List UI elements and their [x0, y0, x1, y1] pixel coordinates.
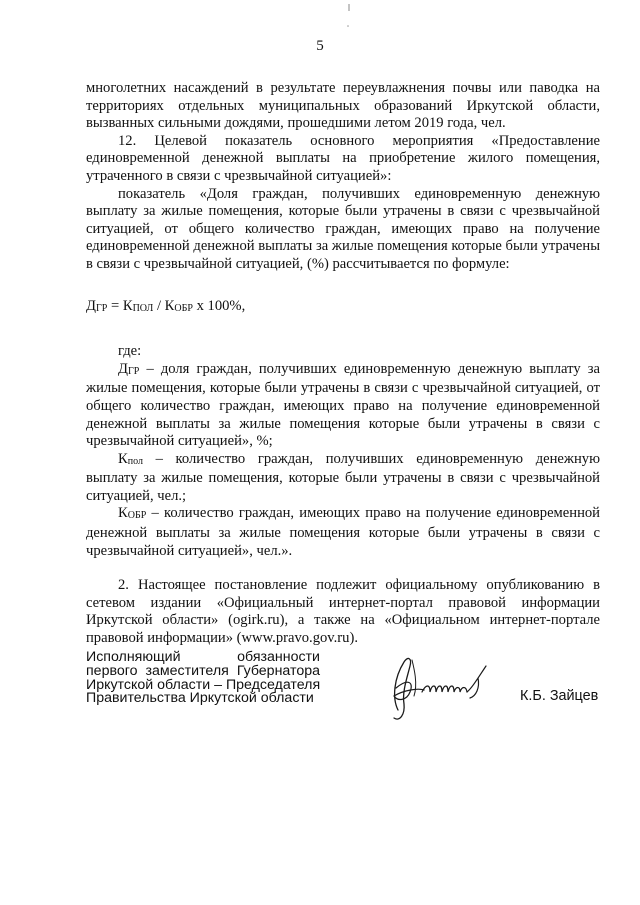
formula-k1: К: [122, 297, 133, 314]
scan-speck-dot: [346, 24, 350, 28]
definition-kobr: [86, 505, 600, 560]
handwritten-signature-icon: [374, 648, 504, 728]
definition-kpol-text: – количество граждан, получивших единовременную денежную выплату за жилые помещения, которые были утрачены в связи с чрезвычайной ситуацией, чел.;: [86, 450, 600, 504]
formula-d-sub: ГР: [95, 302, 108, 314]
signatory-title: [86, 651, 320, 706]
scan-speck-top: [346, 4, 352, 12]
signatory-line-2: первого заместителя Губернатора: [86, 662, 320, 679]
where-label: где:: [118, 343, 142, 360]
symbol-kpol-sub: пол: [127, 455, 143, 467]
definition-dgr-text: – доля граждан, получивших единовременную денежную выплату за жилые помещения, которые были утрачены в связи с чрезвычайной ситуацией, от общего количество граждан, имеющих право на получение единовременной денежной выплаты за жилые помещения которые были утрачены в связи с чрезвычайной ситуацией», %;: [86, 360, 600, 450]
formula-d: Д: [86, 297, 96, 314]
formula-div: /: [153, 297, 165, 314]
definition-dgr: [86, 361, 600, 451]
page-number: 5: [316, 38, 324, 54]
signatory-line-3: Иркутской области – Председателя: [86, 676, 321, 693]
symbol-d: Д: [118, 360, 128, 377]
symbol-kobr-sub: ОБР: [127, 510, 147, 522]
document-body: [86, 80, 600, 648]
formula: [86, 298, 600, 318]
symbol-d-sub: ГР: [127, 365, 140, 377]
formula-k2-sub: ОБР: [174, 302, 193, 314]
paragraph-publication: 2. Настоящее постановление подлежит официальному опубликованию в сетевом издании «Официальный интернет-портал правовой информации Иркутской области» (ogirk.ru), а также на «Официальном интернет-портале правовой информации» (www.pravo.gov.ru).: [86, 577, 600, 647]
formula-eq: =: [107, 297, 123, 314]
formula-k1-sub: ПОЛ: [132, 302, 154, 314]
symbol-kpol: К: [118, 450, 128, 467]
definition-kobr-text: – количество граждан, имеющих право на получение единовременной денежной выплаты за жилые помещения которые были утрачены в связи с чрезвычайной ситуацией», чел.».: [86, 505, 600, 559]
formula-tail: х 100%,: [192, 297, 246, 314]
signer-name: К.Б. Зайцев: [520, 688, 599, 704]
signatory-line-1: Исполняющий обязанности: [86, 649, 320, 665]
symbol-kobr: К: [118, 505, 128, 522]
formula-k2: К: [164, 297, 175, 314]
paragraph-indicator: показатель «Доля граждан, получивших единовременную денежную выплату за жилые помещения, которые были утрачены в связи с чрезвычайной ситуацией, от общего количество граждан, имеющих право на получение единовременной денежной выплаты за жилые помещения которые были утрачены в связи с чрезвычайной ситуацией, (%) рассчитывается по формуле:: [86, 185, 600, 272]
paragraph-continuation: многолетних насаждений в результате переувлажнения почвы или паводка на территориях отдельных муниципальных образований Иркутской области, вызванных сильными дождями, прошедшими летом 2019 года, чел.: [86, 80, 600, 132]
paragraph-12: 12. Целевой показатель основного мероприятия «Предоставление единовременной денежной выплаты на приобретение жилого помещения, утраченного в связи с чрезвычайной ситуацией»:: [86, 132, 600, 184]
definition-kpol: [86, 451, 600, 506]
signatory-line-4: Правительства Иркутской области: [86, 690, 314, 707]
